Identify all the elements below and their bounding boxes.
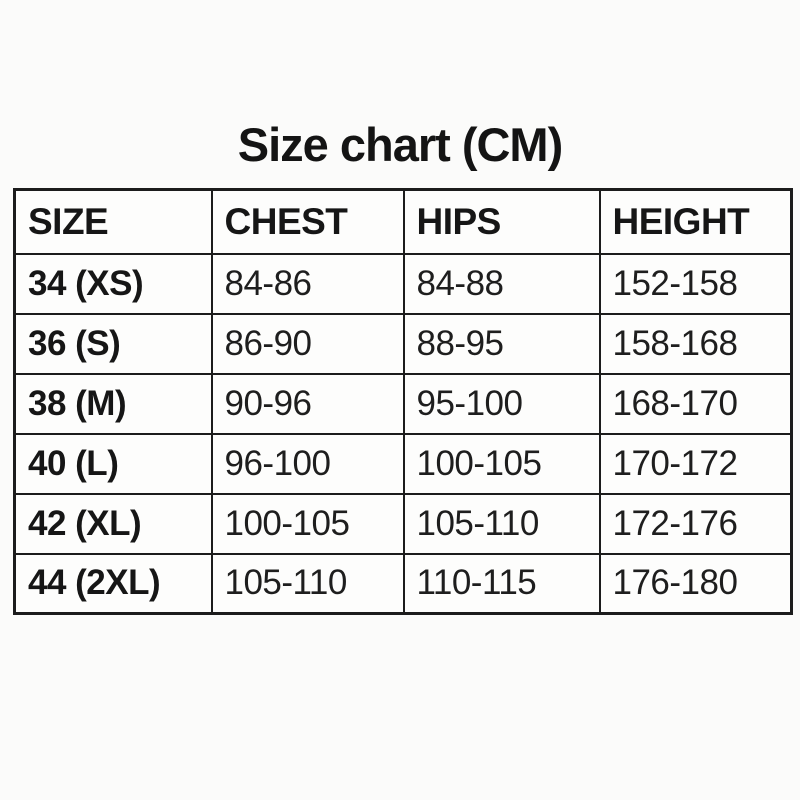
chest-cell: 96-100 [212, 434, 404, 494]
chest-cell: 86-90 [212, 314, 404, 374]
height-cell: 168-170 [600, 374, 792, 434]
hips-cell: 100-105 [404, 434, 600, 494]
hips-cell: 88-95 [404, 314, 600, 374]
table-row-38-m [15, 374, 792, 434]
table-row-40-l [15, 434, 792, 494]
column-header-size: SIZE [15, 190, 212, 254]
hips-cell: 95-100 [404, 374, 600, 434]
size-cell: 38 (M) [15, 374, 212, 434]
size-cell: 44 (2XL) [15, 554, 212, 614]
size-chart-table [13, 188, 793, 615]
size-cell: 42 (XL) [15, 494, 212, 554]
size-cell: 34 (XS) [15, 254, 212, 314]
page-title: Size chart (CM) [237, 118, 563, 171]
hips-cell: 105-110 [404, 494, 600, 554]
chest-cell: 84-86 [212, 254, 404, 314]
size-cell: 40 (L) [15, 434, 212, 494]
column-header-height: HEIGHT [600, 190, 792, 254]
height-cell: 158-168 [600, 314, 792, 374]
column-header-hips: HIPS [404, 190, 600, 254]
height-cell: 152-158 [600, 254, 792, 314]
height-cell: 176-180 [600, 554, 792, 614]
chest-cell: 105-110 [212, 554, 404, 614]
hips-cell: 110-115 [404, 554, 600, 614]
height-cell: 170-172 [600, 434, 792, 494]
table-header-row [15, 190, 792, 254]
chest-cell: 90-96 [212, 374, 404, 434]
size-cell: 36 (S) [15, 314, 212, 374]
table-row-36-s [15, 314, 792, 374]
table-row-44-2xl [15, 554, 792, 614]
column-header-chest: CHEST [212, 190, 404, 254]
table-row-42-xl [15, 494, 792, 554]
hips-cell: 84-88 [404, 254, 600, 314]
table-row-34-xs [15, 254, 792, 314]
height-cell: 172-176 [600, 494, 792, 554]
chest-cell: 100-105 [212, 494, 404, 554]
